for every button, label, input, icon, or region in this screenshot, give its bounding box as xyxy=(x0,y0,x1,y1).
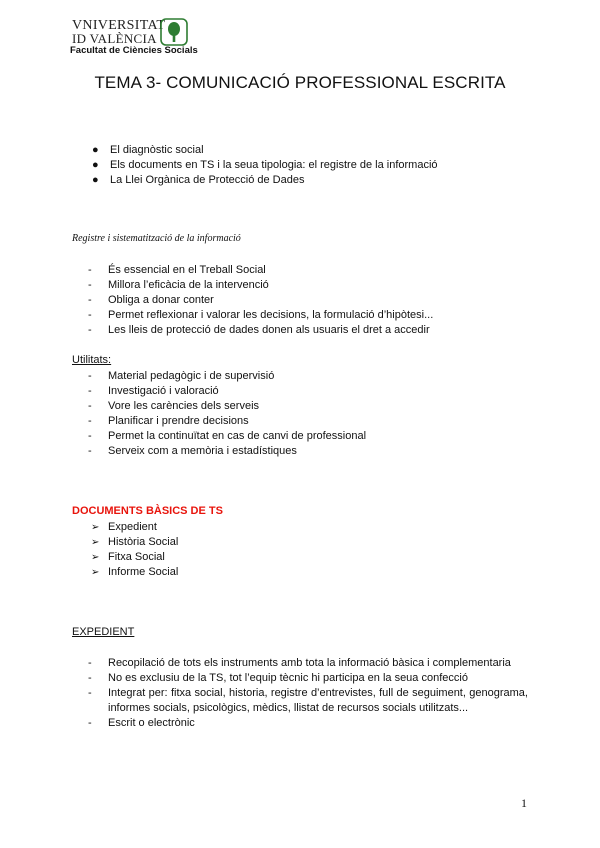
list-item: - Integrat per: fitxa social, historia, registre d’entrevistes, full de seguiment, genograma, informes socials, psicològics, mèdics, llistat de recursos socials utilitzats... xyxy=(88,687,528,714)
list-item: - Material pedagògic i de supervisió xyxy=(88,370,275,382)
utilitats-heading: Utilitats: xyxy=(72,354,112,366)
logo-line-3: Facultat de Ciències Socials xyxy=(70,45,198,56)
arrow-icon: ➢ xyxy=(91,522,100,533)
expedient-list xyxy=(88,656,528,731)
list-item: - Escrit o electrònic xyxy=(88,717,195,729)
arrow-icon: ➢ xyxy=(91,567,100,578)
list-item: ➢ Història Social xyxy=(91,536,179,548)
list-item: ● Els documents en TS i la seua tipologia: el registre de la informació xyxy=(92,159,438,171)
tree-emblem-icon xyxy=(160,18,188,48)
bullet-icon: ● xyxy=(92,159,99,171)
utilitats-list xyxy=(88,369,367,459)
list-item: ● La Llei Orgànica de Protecció de Dades xyxy=(92,174,305,186)
expedient-heading: EXPEDIENT xyxy=(72,626,135,638)
documents-heading: DOCUMENTS BÀSICS DE TS xyxy=(72,505,223,517)
registre-list xyxy=(88,263,434,338)
arrow-icon: ➢ xyxy=(91,552,100,563)
page-title: TEMA 3- COMUNICACIÓ PROFESSIONAL ESCRITA xyxy=(94,73,506,92)
intro-list xyxy=(92,143,438,188)
list-item: ➢ Informe Social xyxy=(91,566,179,578)
list-item: - És essencial en el Treball Social xyxy=(88,264,266,276)
list-item: - Serveix com a memòria i estadístiques xyxy=(88,445,297,457)
bullet-icon: ● xyxy=(92,144,99,156)
list-item: - Les lleis de protecció de dades donen als usuaris el dret a accedir xyxy=(88,324,430,336)
documents-list xyxy=(91,520,179,580)
list-item: - Planificar i prendre decisions xyxy=(88,415,249,427)
list-item: - Obliga a donar conter xyxy=(88,294,214,306)
list-item: - Millora l’eficàcia de la intervenció xyxy=(88,279,269,291)
page-number: 1 xyxy=(521,796,527,810)
list-item: - Permet la continuïtat en cas de canvi de professional xyxy=(88,430,367,442)
bullet-icon: ● xyxy=(92,174,99,186)
arrow-icon: ➢ xyxy=(91,537,100,548)
list-item: - Investigació i valoració xyxy=(88,385,219,397)
list-item: ➢ Fitxa Social xyxy=(91,551,165,563)
list-item: ➢ Expedient xyxy=(91,521,157,533)
list-item: - No es exclusiu de la TS, tot l’equip tècnic hi participa en la seua confecció xyxy=(88,672,468,684)
list-item: ● El diagnòstic social xyxy=(92,144,204,156)
list-item: - Vore les carències dels serveis xyxy=(88,400,260,412)
list-item: - Permet reflexionar i valorar les decisions, la formulació d’hipòtesi... xyxy=(88,309,434,321)
registre-heading: Registre i sistematització de la informació xyxy=(72,233,241,244)
logo-line-2: ID VALÈNCIA xyxy=(72,31,157,46)
list-item: - Recopilació de tots els instruments amb tota la informació bàsica i complementaria xyxy=(88,657,511,669)
university-logo xyxy=(70,18,220,58)
logo-line-1: VNIVERSITAT xyxy=(72,18,166,33)
